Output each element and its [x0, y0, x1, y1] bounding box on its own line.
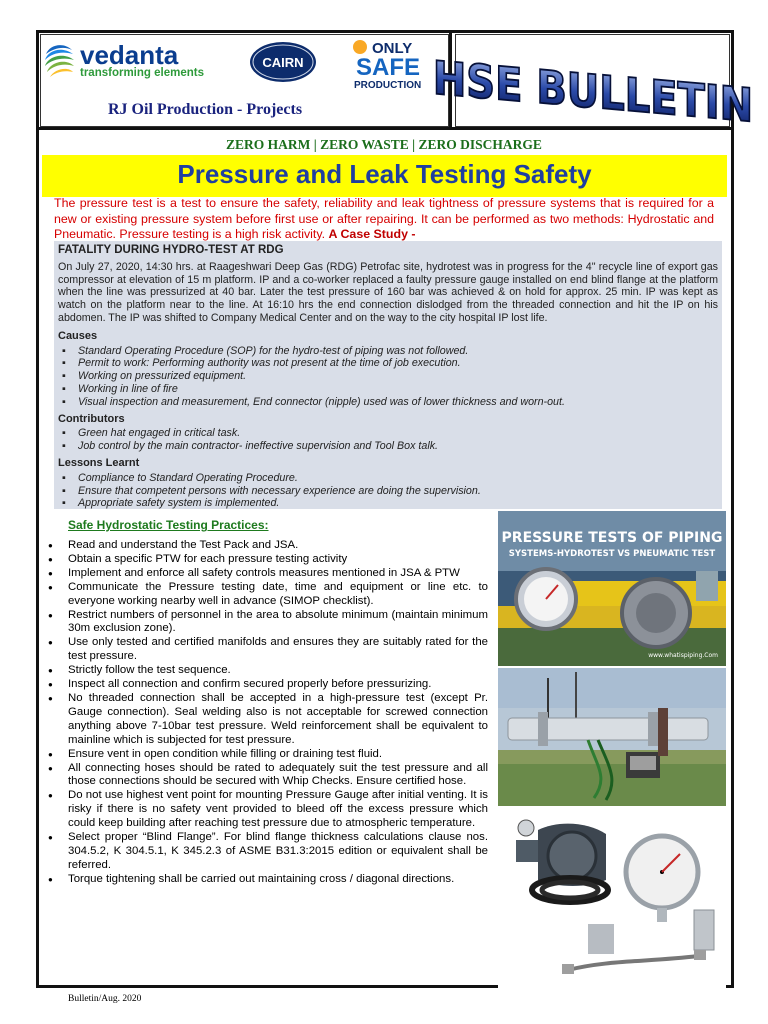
list-item: ● Select proper “Blind Flange”. For blind flange thickness calculations clause nos. 304.5.2, K 304.5.1, K 345.2.3 of ASME B31.3:2015 edition or equivalent shall be referred.	[48, 831, 488, 873]
list-item: ● Do not use highest vent point for mounting Pressure Gauge after initial venting. It is risky if there is no safety vent provided to bleed off the excess pressure which could keep building after reaching test pressure due to atmospheric temperature.	[48, 789, 488, 831]
slogan: ZERO HARM | ZERO WASTE | ZERO DISCHARGE	[226, 137, 542, 152]
hydrotest-pipe-photo	[498, 668, 726, 806]
list-item: ▪ Permit to work: Performing authority was not present at the time of job execution.	[58, 357, 718, 370]
poster-line-1: PRESSURE TESTS OF PIPING	[501, 530, 723, 546]
contributors-heading: Contributors	[58, 412, 125, 425]
causes-heading: Causes	[58, 329, 98, 342]
causes-list	[58, 345, 718, 409]
bulletin-title: HSE BULLETIN	[432, 51, 754, 134]
safety-logo-bottom: PRODUCTION	[354, 80, 422, 91]
list-item: ● Inspect all connection and confirm secured properly before pressurizing.	[48, 678, 488, 692]
case-text: On July 27, 2020, 14:30 hrs. at Raageshwari Deep Gas (RDG) Petrofac site, hydrotest was in progress for the 4" recycle line of export gas compressor at elevation of 15 m platform. IP and a co-worker replaced a faulty pressure gauge installed on end blind flange at the platform when the line was pressurized at 40 bar. Later the test pressure of 160 bar was achieved & on hold for approx. 25 min. IP was kept as watch on the platform near to the line. At 16:10 hrs the end connection dislodged from the threaded connection and hit the IP on his abdomen. The IP was shifted to Company Medical Center and on the way to the city hospital IP lost life.	[58, 260, 718, 324]
company-name: vedanta	[80, 40, 179, 70]
list-item: ● Communicate the Pressure testing date, time and equipment or line etc. to everyone working nearby well in advance (SIMOP checklist).	[48, 581, 488, 609]
intro-paragraph	[54, 196, 714, 243]
lessons-list	[58, 472, 718, 510]
list-item: ▪ Working on pressurized equipment.	[58, 370, 718, 383]
practices-list	[48, 539, 488, 887]
footer-bulletin-date: Bulletin/Aug. 2020	[68, 994, 142, 1004]
list-item: ● Obtain a specific PTW for each pressure testing activity	[48, 553, 488, 567]
partner-name: CAIRN	[262, 55, 304, 70]
list-item: ▪ Compliance to Standard Operating Procedure.	[58, 472, 718, 485]
list-item: ● Torque tightening shall be carried out maintaining cross / diagonal directions.	[48, 873, 488, 887]
project-title: RJ Oil Production - Projects	[108, 101, 303, 118]
list-item: ● No threaded connection shall be accepted in a high-pressure test (except Pr. Gauge connection). Seal welding also is not acceptable for screwed connection anything above 7-10bar test pressure. Weld reinforcement shall be equivalent to mainline which is subjected for test pressure.	[48, 692, 488, 748]
pressure-tests-photo	[498, 511, 726, 666]
only-safe-production-logo-icon	[348, 38, 438, 90]
list-item: ● Use only tested and certified manifolds and ensures they are suitably rated for the test pressure.	[48, 636, 488, 664]
case-study-label: A Case Study -	[328, 227, 416, 241]
list-item: ▪ Visual inspection and measurement, End connector (nipple) used was of lower thickness and worn-out.	[58, 396, 718, 409]
list-item: ▪ Ensure that competent persons with necessary experience are doing the supervision.	[58, 485, 718, 498]
lessons-heading: Lessons Learnt	[58, 456, 140, 469]
page-title: Pressure and Leak Testing Safety	[177, 159, 592, 189]
poster-line-2: SYSTEMS-HYDROTEST VS PNEUMATIC TEST	[508, 549, 716, 559]
case-study-content	[58, 244, 718, 513]
list-item: ▪ Appropriate safety system is implemented.	[58, 497, 718, 510]
practices-heading: Safe Hydrostatic Testing Practices:	[68, 518, 269, 532]
list-item: ● All connecting hoses should be rated to adequately suit the test pressure and all those connections should be secured with Whip Checks. Ensure certified hose.	[48, 762, 488, 790]
intro-text: The pressure test is a test to ensure the safety, reliability and leak tightness of pressure systems that is required for a new or existing pressure system before first use or after repairing. It can be performed as two methods: Hydrostatic and Pneumatic. Pressure testing is a high risk activity.	[54, 196, 714, 241]
case-heading: FATALITY DURING HYDRO-TEST AT RDG	[58, 244, 284, 256]
poster-watermark: www.whatispiping.Com	[648, 652, 718, 659]
company-tagline: transforming elements	[80, 67, 204, 79]
list-item: ▪ Green hat engaged in critical task.	[58, 427, 718, 440]
cairn-logo-icon	[248, 40, 318, 84]
list-item: ● Implement and enforce all safety controls measures mentioned in JSA & PTW	[48, 567, 488, 581]
list-item: ● Strictly follow the test sequence.	[48, 664, 488, 678]
list-item: ● Restrict numbers of personnel in the area to absolute minimum (maintain minimum 30m exclusion zone).	[48, 609, 488, 637]
list-item: ● Ensure vent in open condition while filling or draining test fluid.	[48, 748, 488, 762]
list-item: ▪ Standard Operating Procedure (SOP) for the hydro-test of piping was not followed.	[58, 345, 718, 358]
list-item: ▪ Job control by the main contractor- ineffective supervision and Tool Box talk.	[58, 440, 718, 453]
contributors-list	[58, 427, 718, 453]
safety-logo-top: ONLY	[372, 40, 413, 57]
list-item: ● Read and understand the Test Pack and JSA.	[48, 539, 488, 553]
safety-logo-mid: SAFE	[356, 54, 421, 81]
list-item: ▪ Working in line of fire	[58, 383, 718, 396]
hse-bulletin-title	[432, 51, 754, 134]
test-equipment-photo	[498, 810, 726, 988]
